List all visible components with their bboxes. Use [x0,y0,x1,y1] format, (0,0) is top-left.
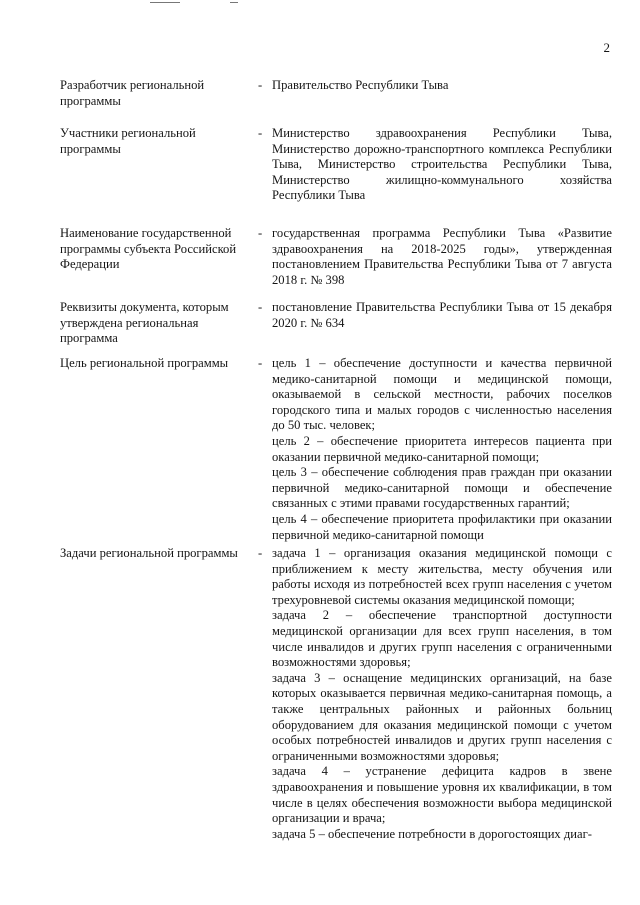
participants-label: Участники региональной программы [60,126,196,156]
goal-item: цель 1 – обеспечение доступности и качества первичной медико-санитарной помощи и медицинской помощи, оказываемой в сельской местности, рабочих поселков городского типа и малых городов с численностью населения до 50 тыс. человек; [272,356,612,433]
state-program-label: Наименование государственной программы субъекта Российской Федерации [60,226,237,272]
task-item: задача 3 – оснащение медицинских организаций, на базе которых оказывается первичная медико-санитарная помощь, а также центральных районных и районных больниц оборудованием для оказания медицинской помощи с учетом особых потребностей инвалидов и других групп населения с ограниченными возможностями здоровья; [272,670,612,763]
goal-item: цель 4 – обеспечение приоритета профилактики при оказании первичной медико-санитарной помощи [272,511,612,542]
state-program-value [272,226,612,288]
scan-mark [150,2,180,3]
participants-value [272,126,612,204]
state-program-text: государственная программа Республики Тыва «Развитие здравоохранения на 2018-2025 годы», утвержденная постановлением Правительства Республики Тыва от 7 августа 2018 г. № 398 [272,226,612,287]
developer-text: Правительство Республики Тыва [272,78,449,92]
developer-value [272,78,612,94]
task-item: задача 5 – обеспечение потребности в дорогостоящих диаг- [272,826,592,841]
developer-label: Разработчик региональной программы [60,78,205,108]
dash: - [258,300,263,314]
scan-mark [230,2,238,3]
goal-item: цель 2 – обеспечение приоритета интересов пациента при оказании первичной медико-санитарной помощи; [272,433,612,464]
task-item: задача 4 – устранение дефицита кадров в звене здравоохранения и повышение уровня их квалификации, в том числе в целях обеспечения возможности выбора медицинской организации и врача; [272,764,612,826]
dash: - [258,126,263,140]
tasks-value [272,546,612,842]
approval-document-value [272,300,612,331]
task-item: задача 1 – организация оказания медицинской помощи с приближением к месту жительства, месту обучения или работы исходя из потребностей всех групп населения с учетом трехуровневой системы оказания медицинской помощи; [272,546,612,607]
approval-document-label: Реквизиты документа, которым утверждена региональная программа [60,300,229,346]
goals-value [272,356,612,543]
dash: - [258,356,263,370]
goal-item: цель 3 – обеспечение соблюдения прав граждан при оказании первичной медико-санитарной помощи и обеспечение связанных с этими правами государственных гарантий; [272,465,612,511]
task-item: задача 2 – обеспечение транспортной доступности медицинской организации для всех групп населения, в том числе инвалидов и других групп населения с ограниченными возможностями здоровья; [272,608,612,670]
dash: - [258,226,263,240]
approval-document-text: постановление Правительства Республики Тыва от 15 декабря 2020 г. № 634 [272,300,612,330]
participants-text: Министерство здравоохранения Республики Тыва, Министерство дорожно-транспортного комплекса Республики Тыва, Министерство строительства Республики Тыва, Министерство жилищно-коммунального хозяйства Республики Тыва [272,126,612,203]
dash: - [258,78,263,92]
dash: - [258,546,263,560]
page-number: 2 [603,40,610,55]
tasks-label: Задачи региональной программы [60,546,238,560]
goals-label: Цель региональной программы [60,356,229,370]
